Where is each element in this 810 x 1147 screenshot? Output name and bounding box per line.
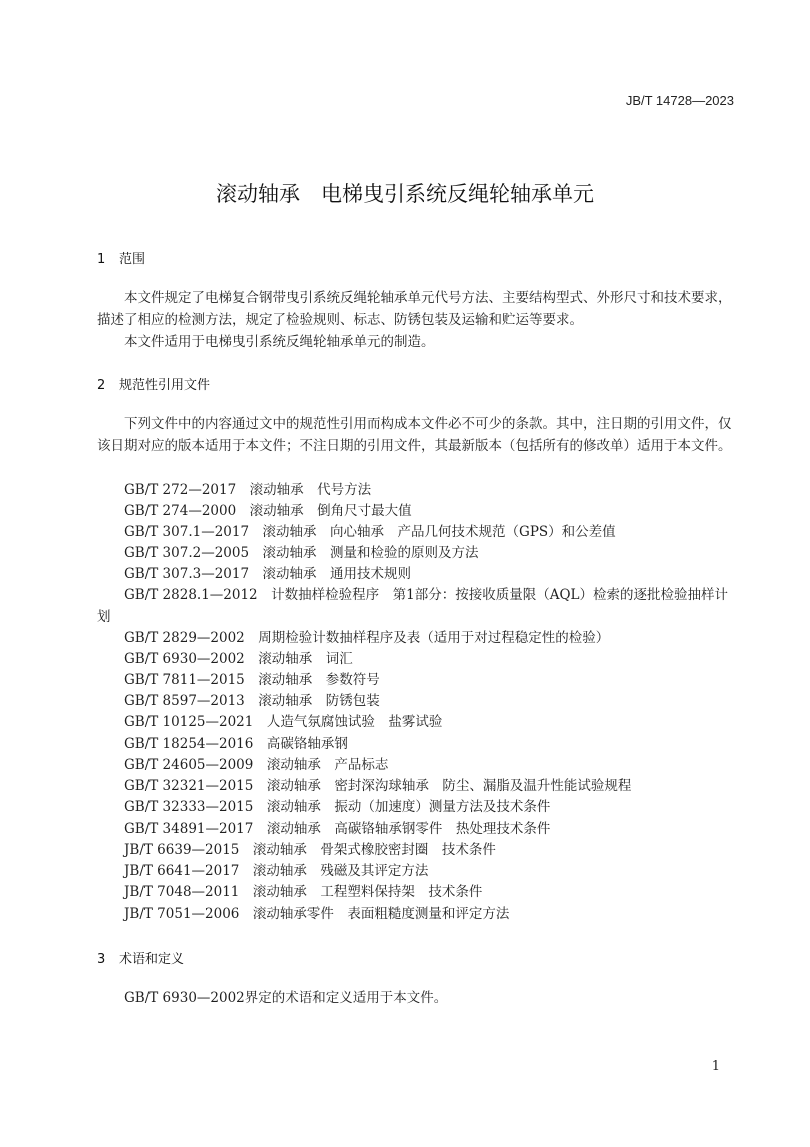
terms-paragraph: GB/T 6930—2002界定的术语和定义适用于本文件。 — [124, 990, 448, 1006]
reference-item: GB/T 272—2017 滚动轴承 代号方法 — [124, 482, 372, 498]
standard-code: JB/T 14728—2023 — [625, 93, 734, 108]
reference-item: GB/T 10125—2021 人造气氛腐蚀试验 盐雾试验 — [124, 714, 443, 730]
reference-item: JB/T 6639—2015 滚动轴承 骨架式橡胶密封圈 技术条件 — [124, 842, 496, 858]
section-title: 规范性引用文件 — [119, 378, 211, 393]
document-title: 滚动轴承 电梯曳引系统反绳轮轴承单元 — [216, 182, 594, 206]
scope-paragraph: 本文件规定了电梯复合钢带曳引系统反绳轮轴承单元代号方法、主要结构型式、外形尺寸和技术要求，描述了相应的检测方法，规定了检验规则、标志、防锈包装及运输和贮运等要求。 — [97, 290, 732, 328]
reference-item: GB/T 2828.1—2012 计数抽样检验程序 第1部分：按接收质量限（AQL）检索的逐批检验抽样计划 — [97, 587, 729, 625]
reference-item: GB/T 307.1—2017 滚动轴承 向心轴承 产品几何技术规范（GPS）和公差值 — [124, 524, 616, 540]
reference-item: GB/T 7811—2015 滚动轴承 参数符号 — [124, 672, 380, 688]
section-title: 范围 — [119, 252, 146, 267]
reference-item: JB/T 6641—2017 滚动轴承 残磁及其评定方法 — [124, 863, 429, 879]
section-heading-scope — [97, 248, 145, 267]
reference-item: GB/T 274—2000 滚动轴承 倒角尺寸最大值 — [124, 503, 412, 519]
reference-item: GB/T 32321—2015 滚动轴承 密封深沟球轴承 防尘、漏脂及温升性能试验规程 — [124, 778, 632, 794]
section-number: 2 — [97, 378, 106, 393]
section-number: 3 — [97, 952, 106, 967]
section-heading-normative-references — [97, 374, 210, 393]
section-title: 术语和定义 — [119, 952, 185, 967]
section-heading-terms-definitions — [97, 948, 184, 967]
page-number: 1 — [711, 1059, 720, 1074]
reference-item: JB/T 7048—2011 滚动轴承 工程塑料保持架 技术条件 — [124, 884, 483, 900]
scope-applicability: 本文件适用于电梯曳引系统反绳轮轴承单元的制造。 — [124, 334, 435, 350]
reference-item: GB/T 2829—2002 周期检验计数抽样程序及表（适用于对过程稳定性的检验） — [124, 630, 610, 646]
section-number: 1 — [97, 252, 106, 267]
reference-item: GB/T 24605—2009 滚动轴承 产品标志 — [124, 757, 389, 773]
reference-item: JB/T 7051—2006 滚动轴承零件 表面粗糙度测量和评定方法 — [124, 906, 510, 922]
reference-item: GB/T 307.2—2005 滚动轴承 测量和检验的原则及方法 — [124, 545, 479, 561]
reference-item: GB/T 8597—2013 滚动轴承 防锈包装 — [124, 693, 380, 709]
reference-item: GB/T 34891—2017 滚动轴承 高碳铬轴承钢零件 热处理技术条件 — [124, 821, 551, 837]
reference-item: GB/T 32333—2015 滚动轴承 振动（加速度）测量方法及技术条件 — [124, 799, 551, 815]
reference-item: GB/T 307.3—2017 滚动轴承 通用技术规则 — [124, 566, 412, 582]
reference-item: GB/T 6930—2002 滚动轴承 词汇 — [124, 651, 353, 667]
reference-item: GB/T 18254—2016 高碳铬轴承钢 — [124, 736, 348, 752]
references-intro: 下列文件中的内容通过文中的规范性引用而构成本文件必不可少的条款。其中，注日期的引用文件，仅该日期对应的版本适用于本文件；不注日期的引用文件，其最新版本（包括所有的修改单）适用于本文件。 — [97, 416, 732, 454]
